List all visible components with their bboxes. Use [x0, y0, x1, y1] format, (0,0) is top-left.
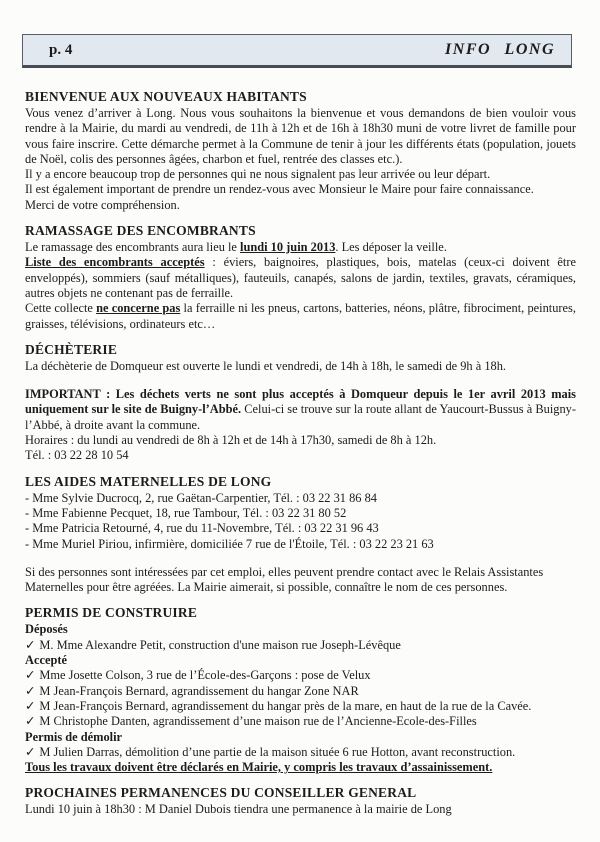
section-aides [25, 474, 576, 596]
permit-text: M Jean-François Bernard, agrandissement du hangar Zone NAR [39, 683, 359, 698]
check-icon: ✓ [25, 683, 36, 698]
list-label: Liste des encombrants acceptés [25, 255, 205, 270]
paragraph [25, 387, 576, 433]
phone-line: Tél. : 03 22 28 10 54 [25, 448, 129, 463]
text-run: la ferraille ni les pneus, cartons, batteries, néons, plâtre, fibrociment, peintures, graisses, télévisions, ordinateurs etc… [25, 301, 576, 331]
permit-item [25, 699, 576, 714]
section-title-ramassage: RAMASSAGE DES ENCOMBRANTS [25, 223, 256, 239]
list-item: - Mme Muriel Piriou, infirmière, domiciliée 7 rue de l'Étoile, Tél. : 03 22 23 21 63 [25, 536, 434, 551]
paragraph [25, 255, 576, 301]
text-run: : éviers, baignoires, plastiques, bois, matelas (ceux-ci doivent être enveloppés), sommiers (sauf métalliques), fauteuils, canapés, salons de jardin, textiles, gravats, céramiques, autres objets ne contenant pas de ferraille. [25, 255, 576, 300]
section-title-permis: PERMIS DE CONSTRUIRE [25, 605, 198, 621]
section-dechetterie [25, 342, 576, 464]
permit-text: M Jean-François Bernard, agrandissement du hangar près de la mare, en haut de la rue de la Cavée. [39, 698, 532, 713]
subheading-demolir: Permis de démolir [25, 729, 123, 744]
section-title-bienvenue: BIENVENUE AUX NOUVEAUX HABITANTS [25, 89, 307, 104]
paragraph: Si des personnes sont intéressées par cet emploi, elles peuvent prendre contact avec le Relais Assistantes Maternelles pour être agréées. La Mairie aimerait, si possible, connaître le nom de ces personnes. [25, 564, 544, 595]
subheading-accepte: Accepté [25, 653, 67, 668]
page-header-bar [22, 34, 572, 68]
text-run: Le ramassage des encombrants aura lieu le [25, 240, 241, 255]
paragraph: Il y a encore beaucoup trop de personnes qui ne nous signalent pas leur arrivée ou leur départ. [25, 167, 491, 182]
paragraph: Merci de votre compréhension. [25, 197, 180, 212]
paragraph: Vous venez d’arriver à Long. Nous vous souhaitons la bienvenue et vous demandons de bien vouloir vous rendre à la Mairie, du mardi au vendredi, de 11h à 12h et de 16h à 18h30 muni de votre livret de famille pour vous faire inscrire. Cette démarche permet à la Commune de tenir à jour les différents états (population, jouets de Noël, colis des personnes âgées, charbon et fuel, rentrée des classes etc.). [25, 106, 576, 166]
section-title-aides: LES AIDES MATERNELLES DE LONG [25, 473, 272, 489]
check-icon: ✓ [25, 698, 36, 713]
permit-item [25, 684, 576, 699]
section-title-permanences: PROCHAINES PERMANENCES DU CONSEILLER GENERAL [25, 785, 417, 801]
check-icon: ✓ [25, 668, 36, 683]
emphasis-run: ne concerne pas [96, 301, 181, 316]
permit-item [25, 638, 576, 653]
permit-item [25, 668, 576, 683]
check-icon: ✓ [25, 637, 36, 652]
paragraph [25, 240, 576, 255]
list-item: - Mme Sylvie Ducrocq, 2, rue Gaëtan-Carpentier, Tél. : 03 22 31 86 84 [25, 490, 377, 505]
permit-text: Mme Josette Colson, 3 rue de l’École-des-Garçons : pose de Velux [39, 668, 371, 683]
permit-text: M. Mme Alexandre Petit, construction d'une maison rue Joseph-Lévêque [39, 637, 401, 652]
section-permanences [25, 785, 576, 817]
section-title-dechetterie: DÉCHÈTERIE [25, 341, 118, 357]
paragraph: Il est également important de prendre un rendez-vous avec Monsieur le Maire pour faire connaissance. [25, 182, 534, 197]
section-bienvenue [25, 89, 576, 213]
permit-text: M Julien Darras, démolition d’une partie de la maison située 6 rue Hotton, avant reconstruction. [39, 744, 516, 759]
paragraph [25, 301, 576, 332]
permit-item [25, 714, 576, 729]
list-item: - Mme Fabienne Pecquet, 18, rue Tambour, Tél. : 03 22 31 80 52 [25, 505, 347, 520]
text-run: Cette collecte [25, 301, 97, 316]
check-icon: ✓ [25, 714, 36, 729]
text-run: Celui-ci se trouve sur la route allant de Yaucourt-Bussus à Buigny-l’Abbé, à droite avant la commune. [25, 402, 576, 432]
list-item: - Mme Patricia Retourné, 4, rue du 11-Novembre, Tél. : 03 22 31 96 43 [25, 521, 379, 536]
permit-text: M Christophe Danten, agrandissement d’une maison rue de l’Ancienne-Ecole-des-Filles [39, 714, 477, 729]
section-permis [25, 605, 576, 775]
permit-item [25, 745, 576, 760]
important-run: IMPORTANT : Les déchets verts ne sont plus acceptés à Domqueur depuis le 1er avril 2013 mais uniquement sur le site de Buigny-l’Abbé. [25, 387, 576, 417]
page-number: p. 4 [49, 41, 73, 58]
warning-line: Tous les travaux doivent être déclarés en Mairie, y compris les travaux d’assainissement. [25, 760, 493, 775]
paragraph: Lundi 10 juin à 18h30 : M Daniel Dubois tiendra une permanence à la mairie de Long [25, 802, 452, 817]
section-ramassage [25, 223, 576, 332]
highlighted-date: lundi 10 juin 2013 [240, 240, 336, 255]
paragraph: Horaires : du lundi au vendredi de 8h à 12h et de 14h à 17h30, samedi de 8h à 12h. [25, 433, 437, 448]
text-run: . Les déposer la veille. [335, 240, 447, 255]
subheading-deposes: Déposés [25, 622, 68, 637]
newsletter-masthead: INFO LONG [445, 41, 555, 58]
page-content [0, 89, 600, 818]
paragraph: La déchèterie de Domqueur est ouverte le lundi et vendredi, de 14h à 18h, le samedi de 9h à 18h. [25, 358, 507, 373]
check-icon: ✓ [25, 744, 36, 759]
